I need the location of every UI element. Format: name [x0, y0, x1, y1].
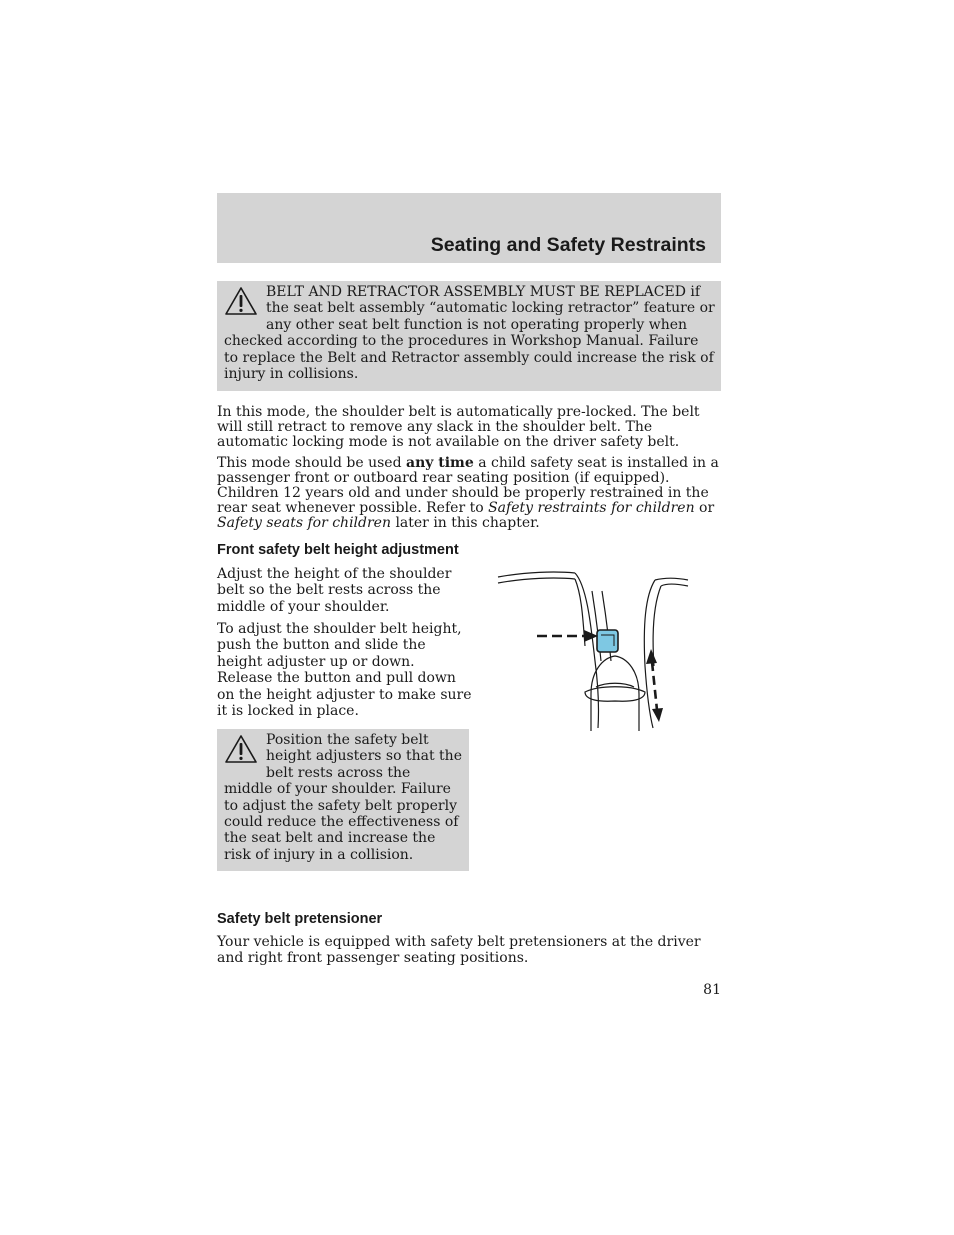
emphasis-any-time: any time: [406, 455, 474, 471]
body-paragraph-pretensioner: Your vehicle is equipped with safety belt pretensioners at the driver and right front passenger seating positions.: [217, 934, 701, 967]
body-paragraph-automatic-locking: In this mode, the shoulder belt is automatically pre-locked. The belt will still retract to remove any slack in the shoulder belt. The automatic locking mode is not available on the driver safety belt.: [217, 404, 700, 450]
warning-box-height-adjusters: [217, 729, 469, 871]
warning-box-belt-retractor: [217, 281, 721, 391]
cross-reference-safety-seats: Safety seats for children: [217, 515, 391, 531]
warning-triangle-icon: [224, 734, 258, 764]
warning-text: BELT AND RETRACTOR ASSEMBLY MUST BE REPLACED if the seat belt assembly “automatic locking retractor” feature or any other seat belt function is not operating properly when checked according to the procedures in Workshop Manual. Failure to replace the Belt and Retractor assembly could increase the risk of injury in collisions.: [224, 284, 715, 383]
page-title: Seating and Safety Restraints: [430, 234, 706, 256]
warning-triangle-icon: [224, 286, 258, 316]
body-paragraph-adjust-height: Adjust the height of the shoulder belt so the belt rests across the middle of your shoulder.: [217, 566, 452, 615]
section-heading-height-adjustment: Front safety belt height adjustment: [217, 542, 459, 558]
header-band: [217, 193, 721, 263]
body-paragraph-child-seat: This mode should be used any time a child safety seat is installed in a passenger front or outboard rear seating position (if equipped). Children 12 years old and under should be properly restrained in the rear seat whenever possible. Refer to Safety restraints for children or Safety seats for children later in this chapter.: [217, 455, 719, 531]
body-paragraph-push-button: To adjust the shoulder belt height, push the button and slide the height adjuster up or down. Release the button and pull down on the height adjuster to make sure it is locked in place.: [217, 621, 472, 720]
page-number: 81: [703, 982, 721, 998]
warning-text: Position the safety belt height adjusters so that the belt rests across the middle of your shoulder. Failure to adjust the safety belt properly could reduce the effectiveness of the seat belt and increase the risk of injury in a collision.: [224, 732, 462, 863]
section-heading-pretensioner: Safety belt pretensioner: [217, 911, 383, 927]
shoulder-belt-height-adjuster-icon: [495, 566, 695, 731]
cross-reference-safety-restraints: Safety restraints for children: [488, 500, 695, 516]
